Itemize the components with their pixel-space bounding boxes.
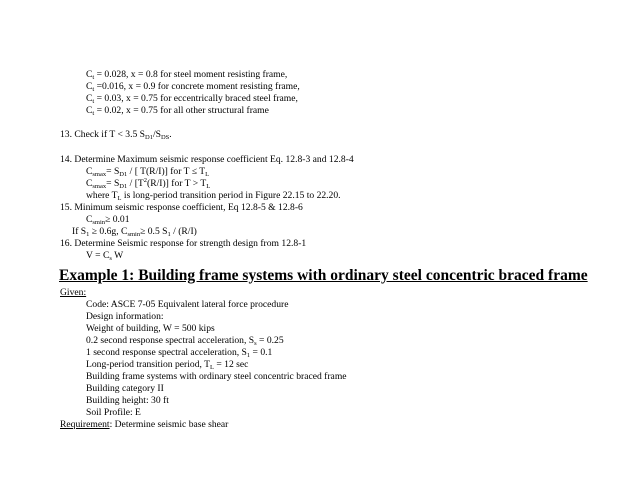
csmin-eq1: $C_{smin}\ge 0.01$ bbox=[86, 214, 130, 226]
csmin-condition: If $S_1 \ge 0.6g$, $C_{smin}\ge 0.5$ $S_1 / (R/I)$ bbox=[72, 226, 197, 238]
given-item: 0.2 second response spectral acceleration, $S_s = 0.25$ bbox=[86, 335, 284, 347]
csmax-eq2: $C_{smax}= S_{D1} / [T^2(R/I)]$ for $T > T_L$ bbox=[86, 177, 211, 190]
given-label: Given: bbox=[60, 287, 87, 298]
example-title: Example 1: Building frame systems with ordinary steel concentric braced frame bbox=[59, 267, 588, 284]
ct-steel-line: $C_t = 0.028$, x = 0.8 for steel moment resisting frame, bbox=[86, 69, 288, 81]
given-item: Building frame systems with ordinary steel concentric braced frame bbox=[86, 371, 347, 382]
given-item: Soil Profile: E bbox=[86, 407, 141, 418]
step-13-line: 13. Check if T < 3.5 $S_{D1}/S_{DS}$. bbox=[60, 129, 172, 141]
requirement-label: Requirement bbox=[60, 419, 110, 430]
ct-braced-line: $C_t = 0.03$, x = 0.75 for eccentrically braced steel frame, bbox=[86, 93, 298, 105]
base-shear-eq: $V = C_s$ W bbox=[86, 250, 124, 262]
requirement-line bbox=[60, 419, 228, 431]
given-item: Building height: 30 ft bbox=[86, 395, 169, 406]
given-item: Design information: bbox=[86, 311, 164, 322]
given-item: 1 second response spectral acceleration, $S_1 = 0.1$ bbox=[86, 347, 273, 359]
given-item: Weight of building, W = 500 kips bbox=[86, 323, 215, 334]
ct-concrete-line: $C_t =0.016$, x = 0.9 for concrete moment resisting frame, bbox=[86, 81, 300, 93]
given-item: Long-period transition period, $T_L = 12$ sec bbox=[86, 359, 249, 371]
given-item: Code: ASCE 7-05 Equivalent lateral force procedure bbox=[86, 299, 289, 310]
step-16-heading: 16. Determine Seismic response for strength design from 12.8-1 bbox=[60, 238, 307, 249]
tl-where-line: where $T_L$ is long-period transition period in Figure 22.15 to 22.20. bbox=[86, 190, 341, 202]
step-14-heading: 14. Determine Maximum seismic response coefficient Eq. 12.8-3 and 12.8-4 bbox=[60, 154, 354, 165]
ct-other-line: $C_t = 0.02$, x = 0.75 for all other structural frame bbox=[86, 105, 269, 117]
requirement-text: : Determine seismic base shear bbox=[109, 419, 229, 430]
given-item: Building category II bbox=[86, 383, 164, 394]
csmax-eq1: $C_{smax}= S_{D1}$ / [ T(R/I)] for $T \le T_L$ bbox=[86, 166, 210, 178]
step-15-heading: 15. Minimum seismic response coefficient, Eq 12.8-5 & 12.8-6 bbox=[60, 202, 303, 213]
